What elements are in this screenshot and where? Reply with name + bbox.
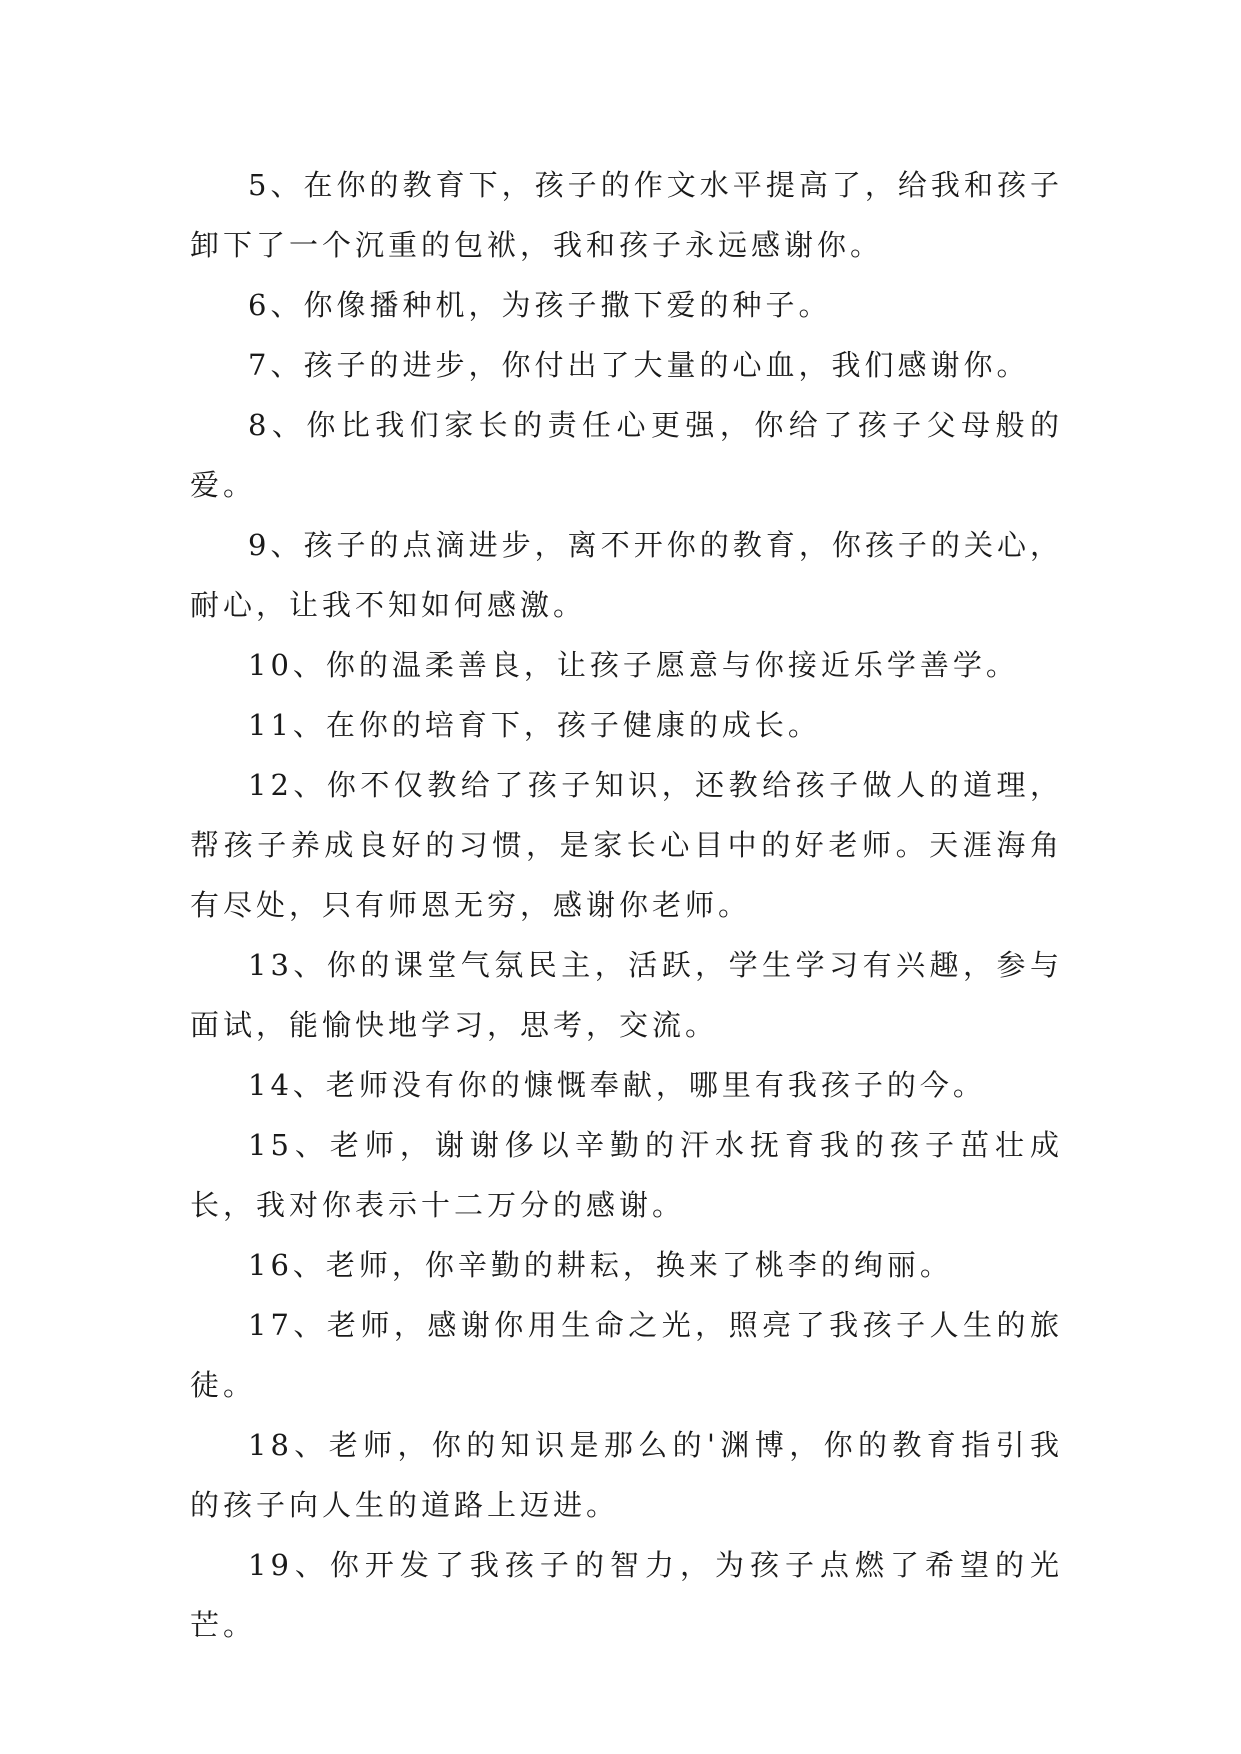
paragraph-18: 18、老师，你的知识是那么的'渊博，你的教育指引我的孩子向人生的道路上迈进。	[190, 1428, 1063, 1522]
paragraph-10: 10、你的温柔善良，让孩子愿意与你接近乐学善学。	[248, 648, 1019, 682]
paragraph-6: 6、你像播种机，为孩子撒下爱的种子。	[248, 288, 832, 322]
paragraph-7: 7、孩子的进步，你付出了大量的心血，我们感谢你。	[248, 348, 1030, 382]
paragraph-16: 16、老师，你辛勤的耕耘，换来了桃李的绚丽。	[248, 1248, 953, 1282]
document-body	[190, 155, 1063, 1655]
paragraph-19: 19、你开发了我孩子的智力，为孩子点燃了希望的光芒。	[190, 1548, 1063, 1642]
paragraph-11: 11、在你的培育下，孩子健康的成长。	[248, 708, 821, 742]
paragraph-13: 13、你的课堂气氛民主，活跃，学生学习有兴趣，参与面试，能愉快地学习，思考，交流。	[190, 948, 1063, 1042]
paragraph-14: 14、老师没有你的慷慨奉献，哪里有我孩子的今。	[248, 1068, 986, 1102]
paragraph-15: 15、老师，谢谢侈以辛勤的汗水抚育我的孩子茁壮成长，我对你表示十二万分的感谢。	[190, 1128, 1063, 1222]
paragraph-5: 5、在你的教育下，孩子的作文水平提高了，给我和孩子卸下了一个沉重的包袱，我和孩子永远感谢你。	[190, 168, 1063, 262]
paragraph-17: 17、老师，感谢你用生命之光，照亮了我孩子人生的旅徒。	[190, 1308, 1063, 1402]
paragraph-9: 9、孩子的点滴进步，离不开你的教育，你孩子的关心，耐心，让我不知如何感激。	[190, 528, 1063, 622]
paragraph-8: 8、你比我们家长的责任心更强，你给了孩子父母般的爱。	[190, 408, 1063, 502]
paragraph-12: 12、你不仅教给了孩子知识，还教给孩子做人的道理，帮孩子养成良好的习惯，是家长心目中的好老师。天涯海角有尽处，只有师恩无穷，感谢你老师。	[190, 768, 1063, 922]
